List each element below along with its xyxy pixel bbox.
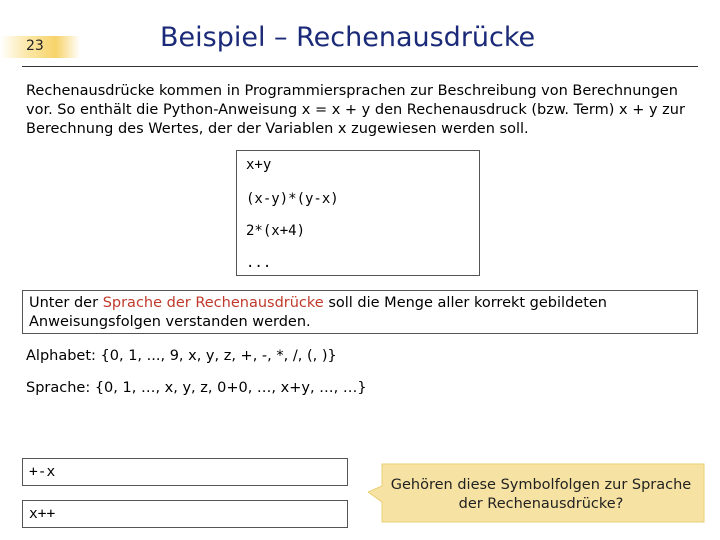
slide-number: 23 (26, 38, 44, 54)
definition-suffix: soll die Menge aller korrekt gebildeten Anweisungsfolgen verstanden werden. (29, 295, 607, 330)
symbol-sequence-input-2[interactable]: x++ (22, 500, 348, 528)
definition-highlight: Sprache der Rechenausdrücke (102, 295, 324, 311)
question-callout (368, 458, 710, 532)
intro-paragraph: Rechenausdrücke kommen in Programmiersprachen zur Beschreibung von Berechnungen vor. So enthält die Python-Anweisung x = x + y den Rechenausdruck (bzw. Term) x + y zur Berechnung des Wertes, der der Variablen x zugewiesen werden soll. (26, 83, 685, 137)
example-expression: x+y (246, 157, 272, 173)
definition-prefix: Unter der (29, 295, 103, 311)
language-line: Sprache: {0, 1, …, x, y, z, 0+0, …, x+y, …, …} (26, 380, 367, 396)
symbol-sequence-input-1[interactable]: +-x (22, 458, 348, 486)
callout-question-text: Gehören diese Symbolfolgen zur Sprache der Rechenausdrücke? (390, 477, 692, 512)
example-expression: (x-y)*(y-x) (246, 191, 339, 207)
example-expression: 2*(x+4) (246, 223, 306, 239)
alphabet-line: Alphabet: {0, 1, ..., 9, x, y, z, +, -, *, /, (, )} (26, 348, 337, 364)
example-ellipsis: ... (246, 255, 272, 271)
title-divider (22, 66, 698, 67)
slide-title: Beispiel – Rechenausdrücke (160, 22, 536, 53)
definition-box (22, 290, 698, 334)
example-expressions-box (236, 150, 480, 276)
